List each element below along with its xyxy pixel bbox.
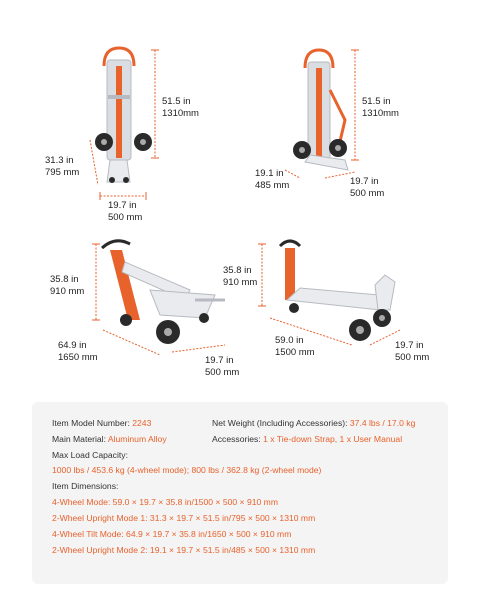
spec-accessories: Accessories: 1 x Tie-down Strap, 1 x User Manual	[212, 434, 403, 444]
spec-model: Item Model Number: 2243	[52, 418, 152, 428]
hand-truck-tilt	[92, 241, 225, 355]
spec-dim-row: 2-Wheel Upright Mode 2: 19.1 × 19.7 × 51.5 in/485 × 500 × 1310 mm	[52, 545, 316, 555]
spec-load-value: 1000 lbs / 453.6 kg (4-wheel mode); 800 lbs / 362.8 kg (2-wheel mode)	[52, 465, 322, 475]
spec-dim-row: 4-Wheel Mode: 59.0 × 19.7 × 35.8 in/1500 × 500 × 910 mm	[52, 497, 278, 507]
dim-width-2: 19.7 in 500 mm	[350, 176, 385, 199]
dim-height-1: 51.5 in 1310mm	[162, 96, 199, 119]
dim-length-3: 64.9 in 1650 mm	[58, 340, 98, 363]
spec-load-label: Max Load Capacity:	[52, 450, 128, 460]
dim-length-4: 59.0 in 1500 mm	[275, 335, 315, 358]
dim-depth-2: 19.1 in 485 mm	[255, 168, 290, 191]
dim-width-1: 19.7 in 500 mm	[108, 200, 143, 223]
dim-height-3-right: 35.8 in 910 mm	[223, 265, 258, 288]
spec-dim-row: 4-Wheel Tilt Mode: 64.9 × 19.7 × 35.8 in/1650 × 500 × 910 mm	[52, 529, 292, 539]
spec-dims-label: Item Dimensions:	[52, 481, 119, 491]
spec-dim-row: 2-Wheel Upright Mode 1: 31.3 × 19.7 × 51.5 in/795 × 500 × 1310 mm	[52, 513, 316, 523]
spec-material: Main Material: Aluminum Alloy	[52, 434, 167, 444]
hand-truck-upright-2	[285, 50, 359, 178]
dim-width-4: 19.7 in 500 mm	[395, 340, 430, 363]
dim-height-3: 35.8 in 910 mm	[50, 274, 85, 297]
dim-depth-1: 31.3 in 795 mm	[45, 155, 80, 178]
spec-weight: Net Weight (Including Accessories): 37.4 lbs / 17.0 kg	[212, 418, 416, 428]
specifications-card	[32, 402, 448, 584]
hand-truck-upright-1	[90, 48, 159, 200]
dim-height-2: 51.5 in 1310mm	[362, 96, 399, 119]
hand-truck-flat	[258, 241, 400, 345]
dim-width-3: 19.7 in 500 mm	[205, 355, 240, 378]
